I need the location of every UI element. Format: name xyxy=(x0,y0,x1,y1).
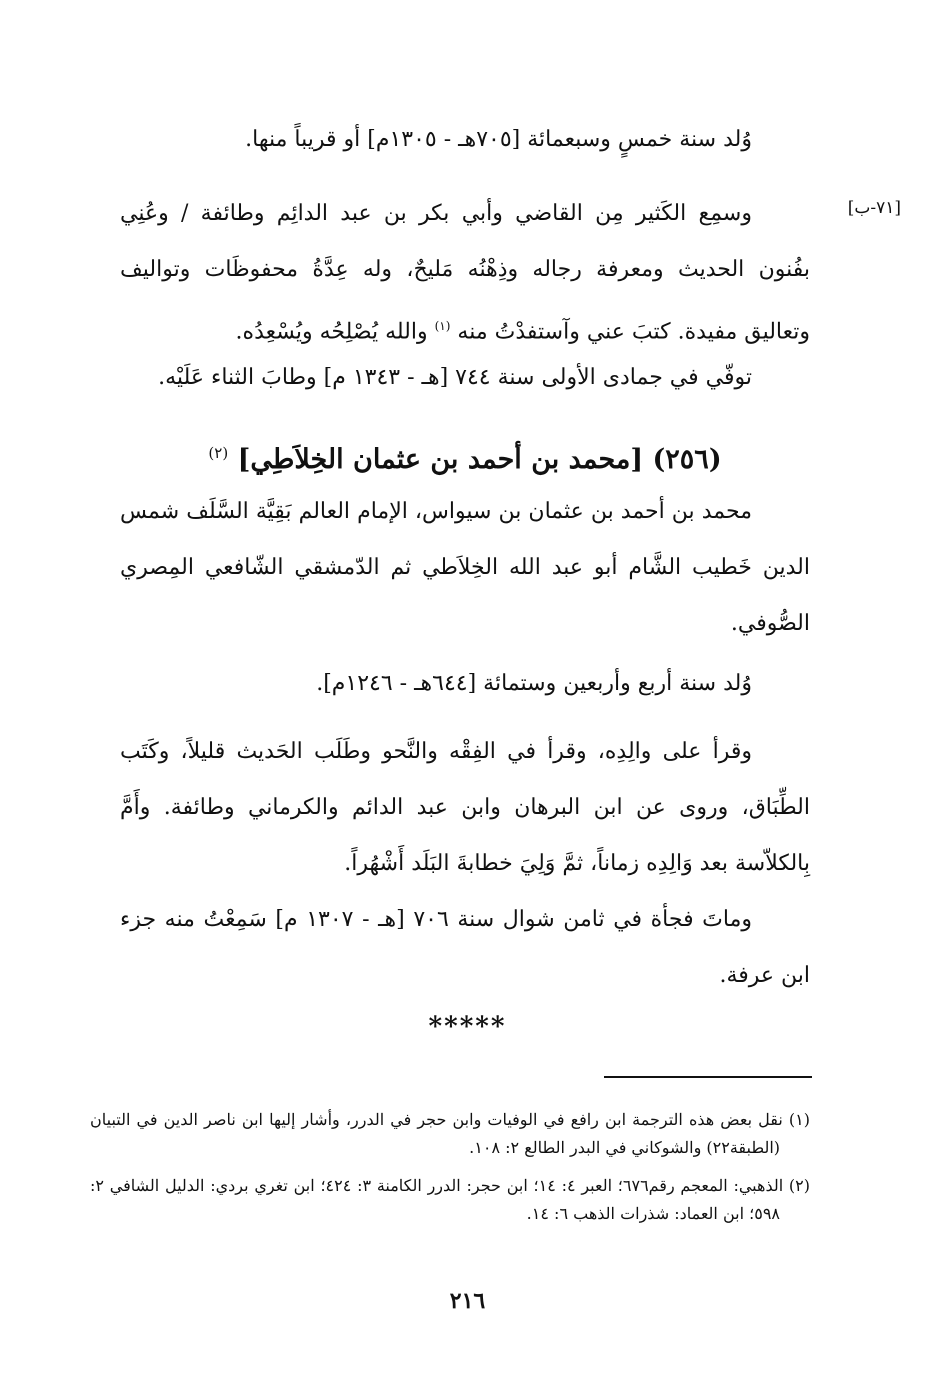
entry-studies-paragraph xyxy=(120,724,810,892)
studies-text: وسمِع الكَثير مِن القاضي وأبي بكر بن عبد الدائِم وطائفة / وعُنِي بفُنون الحديث ومعرفة رجاله وذِهْنُه مَليحٌ، وله عِدَّةُ محفوظَات وتواليف وتعاليق مفيدة. كتبَ عني وآستفدْتُ منه xyxy=(120,201,810,345)
footnote-ref-2: (٢) xyxy=(208,444,229,462)
manuscript-folio-note: [٧١-ب] xyxy=(847,198,901,218)
footnote-2: (٢) الذهبي: المعجم رقم٦٧٦؛ العبر ٤: ١٤؛ ابن حجر: الدرر الكامنة ٣: ٤٢٤؛ ابن تغري بردي: الدليل الشافي ٢: ٥٩٨؛ ابن العماد: شذرات الذهب ٦: ١٤. xyxy=(90,1176,811,1223)
footnote-ref-1: (١) xyxy=(434,319,451,333)
entry-birth-text: وُلد سنة أربع وأربعين وستمائة [٦٤٤هـ - ١٢٤٦م]. xyxy=(316,671,752,696)
entry-name-text: محمد بن أحمد بن عثمان بن سيواس، الإمام العالم بَقِيَّة السَّلَف شمس الدين خَطيب الشَّام أبو عبد الله الخِلاَطي ثم الدّمشقي الشّافعي المِصري الصُّوفي. xyxy=(120,499,810,636)
section-separator: ***** xyxy=(428,1012,507,1042)
birth-paragraph xyxy=(120,112,810,168)
death-text: توفّي في جمادى الأولى سنة ٧٤٤ [هـ - ١٣٤٣ م] وطابَ الثناء عَلَيْه. xyxy=(158,365,752,390)
studies-paragraph xyxy=(120,186,810,360)
footnote-1: (١) نقل بعض هذه الترجمة ابن رافع في الوفيات وابن حجر في الدرر، وأشار إليها ابن ناصر الدين في التبيان (الطبقة٢٢) والشوكاني في البدر الطالع ٢: ١٠٨. xyxy=(90,1110,810,1157)
entry-birth-paragraph xyxy=(120,656,810,712)
footnote-rule xyxy=(604,1076,812,1078)
entry-heading xyxy=(120,428,810,485)
page-number: ٢١٦ xyxy=(449,1288,486,1314)
death-paragraph xyxy=(120,350,810,406)
entry-heading-text: (٢٥٦) [محمد بن أحمد بن عثمان الخِلاَطِي] xyxy=(237,444,722,475)
entry-death-text: وماتَ فجأة في ثامن شوال سنة ٧٠٦ [هـ - ١٣٠٧ م] سَمِعْتُ منه جزء ابن عرفة. xyxy=(120,907,810,988)
entry-studies-text: وقرأ على والِدِه، وقرأ في الفِقْه والنَّحو وطَلَب الحَديث قليلاً، وكَتَب الطِّبَاق، وروى عن ابن البرهان وابن عبد الدائم والكرماني وطائفة. وأَمَّ بِالكلاّسة بعد وَالِدِه زماناً، ثمَّ وَلِيَ خطابةَ البَلَد أَشْهُراً. xyxy=(120,739,810,876)
entry-name-paragraph xyxy=(120,484,810,652)
birth-text: وُلد سنة خمسٍ وسبعمائة [٧٠٥هـ - ١٣٠٥م] أو قريباً منها. xyxy=(245,127,752,152)
studies-text-end: والله يُصْلِحُه ويُسْعِدُه. xyxy=(235,319,428,345)
entry-death-paragraph xyxy=(120,892,810,1004)
